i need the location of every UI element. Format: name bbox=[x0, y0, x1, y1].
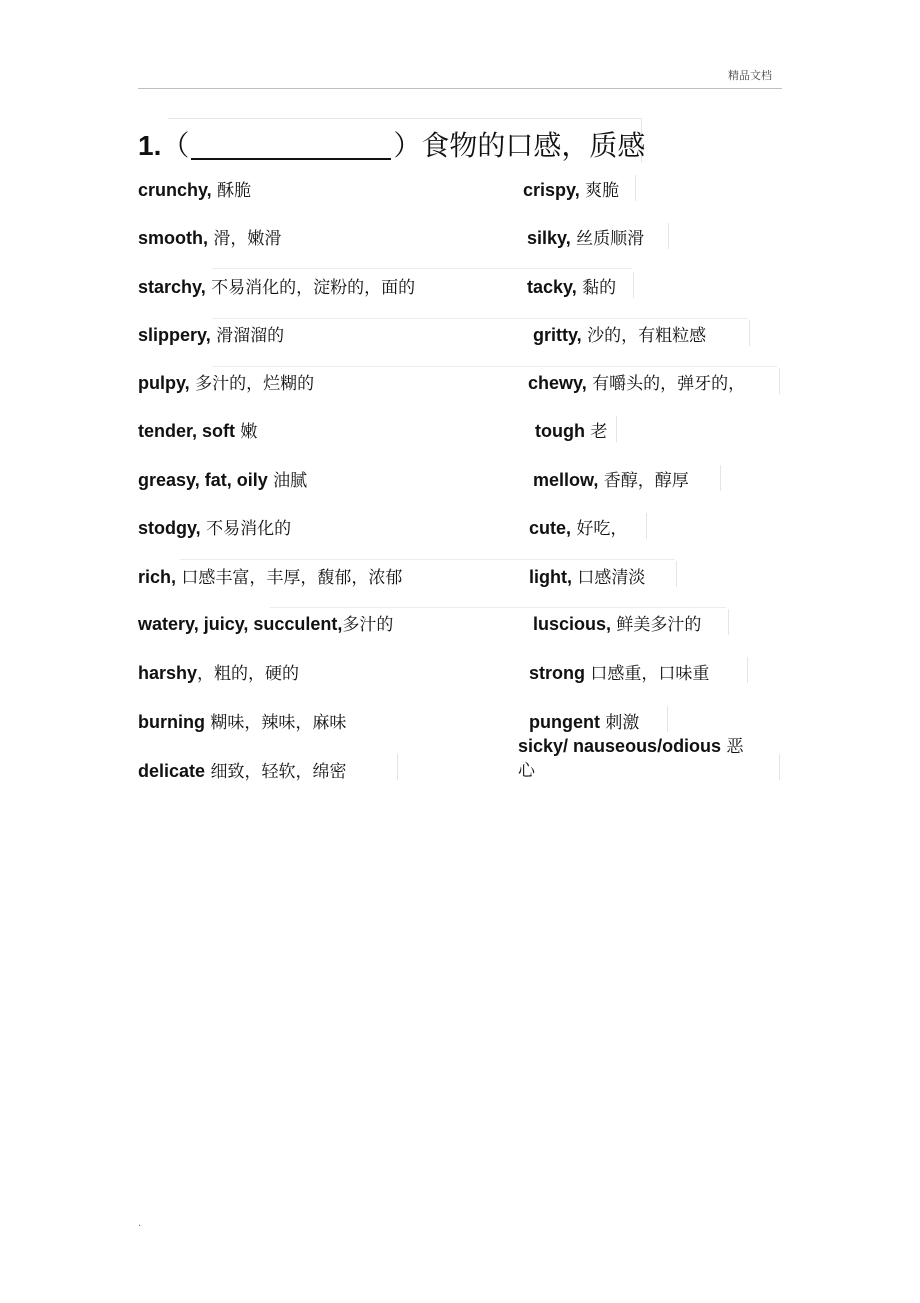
term: gritty, bbox=[533, 325, 582, 345]
meaning: 糊味，辣味，麻味 bbox=[204, 713, 347, 733]
right-entry bbox=[529, 566, 645, 589]
meaning: 丝质顺滑 bbox=[570, 229, 645, 249]
right-entry bbox=[529, 711, 639, 734]
meaning: 不易消化的，淀粉的，面的 bbox=[205, 278, 416, 298]
meaning: 滑，嫩滑 bbox=[208, 229, 282, 249]
left-entry bbox=[138, 613, 393, 636]
meaning: 恶 bbox=[721, 737, 744, 757]
cell-edge bbox=[728, 609, 729, 635]
cell-edge bbox=[747, 657, 748, 683]
cell-edge bbox=[676, 561, 677, 587]
left-entry bbox=[138, 469, 307, 492]
term: pungent bbox=[529, 712, 600, 732]
open-paren: （ bbox=[161, 129, 190, 162]
term: luscious, bbox=[533, 614, 612, 634]
right-entry bbox=[529, 662, 709, 685]
meaning: 不易消化的 bbox=[200, 519, 292, 539]
term: crunchy, bbox=[138, 180, 212, 200]
row-separator bbox=[212, 366, 777, 367]
row-separator bbox=[212, 318, 748, 319]
right-entry bbox=[533, 469, 689, 492]
meaning: 口感重，口味重 bbox=[585, 664, 710, 684]
term: cute, bbox=[529, 518, 572, 538]
term: slippery, bbox=[138, 325, 211, 345]
meaning: 鲜美多汁的 bbox=[611, 615, 702, 635]
meaning: 爽脆 bbox=[579, 181, 620, 201]
term: greasy, fat, oily bbox=[138, 470, 268, 490]
section-topic: 食物的口感，质感 bbox=[421, 129, 646, 162]
meaning: 心 bbox=[518, 761, 535, 781]
left-entry bbox=[138, 566, 402, 589]
meaning: 油腻 bbox=[267, 471, 308, 491]
cell-edge bbox=[616, 416, 617, 442]
left-entry bbox=[138, 517, 291, 540]
right-entry bbox=[529, 517, 627, 540]
meaning: 刺激 bbox=[599, 713, 640, 733]
meaning: 多汁的 bbox=[342, 615, 394, 635]
meaning: 口感清淡 bbox=[572, 568, 646, 588]
term: chewy, bbox=[528, 373, 587, 393]
left-entry bbox=[138, 179, 251, 202]
right-entry bbox=[528, 372, 745, 395]
meaning: 有嚼头的，弹牙的， bbox=[586, 374, 746, 394]
section-title bbox=[138, 126, 645, 166]
header-label: 精品文档 bbox=[728, 69, 772, 82]
row-separator bbox=[270, 607, 726, 608]
term: smooth, bbox=[138, 228, 208, 248]
term: harshy bbox=[138, 663, 198, 683]
term: tacky, bbox=[527, 277, 577, 297]
cell-edge bbox=[667, 706, 668, 732]
term: watery, juicy, succulent, bbox=[138, 614, 343, 634]
left-entry bbox=[138, 227, 281, 250]
right-entry bbox=[533, 613, 701, 636]
meaning: 酥脆 bbox=[211, 181, 252, 201]
term: starchy, bbox=[138, 277, 206, 297]
term: delicate bbox=[138, 761, 206, 781]
meaning: 沙的，有粗粒感 bbox=[581, 326, 707, 346]
cell-edge bbox=[749, 320, 750, 346]
left-entry bbox=[138, 276, 415, 299]
fill-in-blank bbox=[191, 134, 391, 160]
term: mellow, bbox=[533, 470, 599, 490]
meaning: 好吃， bbox=[571, 519, 628, 539]
term: pulpy, bbox=[138, 373, 190, 393]
meaning: 嫩 bbox=[235, 422, 258, 442]
section-number: 1. bbox=[138, 130, 162, 161]
term: stodgy, bbox=[138, 518, 201, 538]
term: tough bbox=[535, 421, 585, 441]
right-entry bbox=[518, 735, 743, 758]
cell-edge bbox=[633, 272, 634, 298]
meaning: 黏的 bbox=[576, 278, 617, 298]
left-entry bbox=[138, 711, 346, 734]
left-entry bbox=[138, 420, 257, 443]
left-entry bbox=[138, 372, 314, 395]
meaning: ，粗的，硬的 bbox=[197, 664, 300, 684]
cell-edge bbox=[720, 465, 721, 491]
cell-edge bbox=[397, 754, 398, 780]
left-entry bbox=[138, 324, 284, 347]
meaning: 多汁的，烂糊的 bbox=[189, 374, 315, 394]
cell-edge bbox=[779, 368, 780, 394]
right-entry bbox=[527, 227, 644, 250]
term: sicky/ nauseous/odious bbox=[518, 736, 722, 756]
left-entry bbox=[138, 760, 346, 783]
row-separator bbox=[212, 268, 632, 269]
right-entry bbox=[535, 420, 607, 443]
right-entry bbox=[523, 179, 619, 202]
right-entry bbox=[527, 276, 616, 299]
term: tender, soft bbox=[138, 421, 236, 441]
left-entry bbox=[138, 662, 299, 685]
close-paren: ） bbox=[393, 129, 422, 162]
meaning: 口感丰富，丰厚，馥郁，浓郁 bbox=[176, 568, 403, 588]
header-rule bbox=[138, 88, 782, 89]
row-separator bbox=[180, 559, 675, 560]
meaning: 老 bbox=[584, 422, 608, 442]
right-entry bbox=[533, 324, 706, 347]
footer-mark: . bbox=[138, 1218, 142, 1229]
term: silky, bbox=[527, 228, 571, 248]
meaning: 滑溜溜的 bbox=[210, 326, 285, 346]
cell-edge bbox=[668, 223, 669, 249]
term: rich, bbox=[138, 567, 177, 587]
cell-edge bbox=[779, 754, 780, 780]
cell-edge bbox=[646, 513, 647, 539]
cell-edge bbox=[635, 175, 636, 201]
term: crispy, bbox=[523, 180, 580, 200]
term: burning bbox=[138, 712, 205, 732]
term: strong bbox=[529, 663, 585, 683]
term: light, bbox=[529, 567, 572, 587]
right-entry-continuation bbox=[518, 760, 535, 782]
meaning: 细致，轻软，绵密 bbox=[205, 762, 347, 782]
meaning: 香醇，醇厚 bbox=[598, 471, 689, 491]
